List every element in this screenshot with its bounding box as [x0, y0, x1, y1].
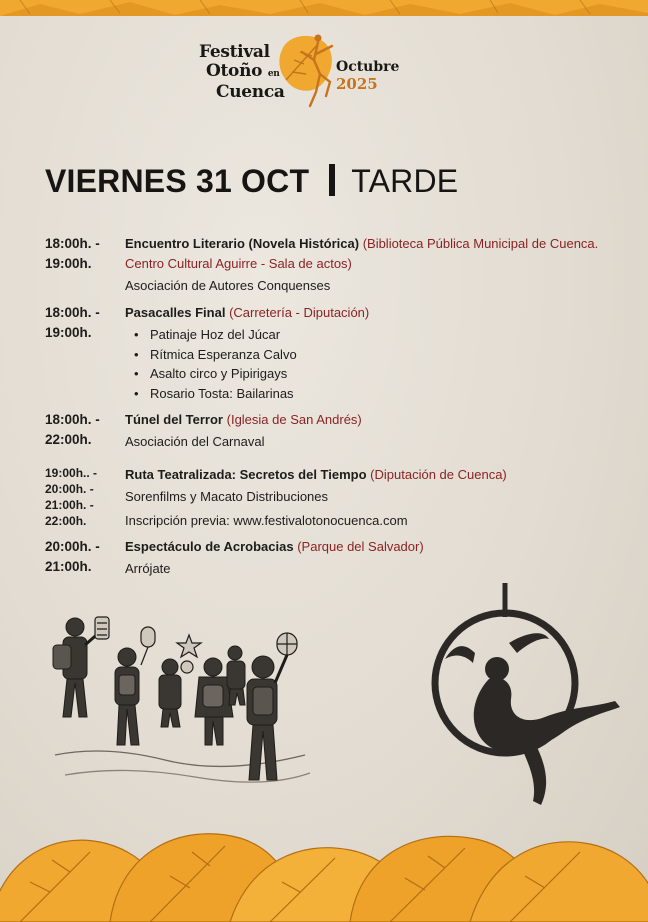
- list-item: • Asalto circo y Pipirigays: [125, 364, 605, 384]
- logo-otono-word: [206, 63, 280, 83]
- event-venue: (Parque del Salvador): [297, 539, 424, 554]
- event-times: [45, 410, 125, 450]
- event-title: Túnel del Terror: [125, 412, 223, 427]
- event-organizer: Asociación del Carnaval: [125, 434, 265, 449]
- event-venue: (Iglesia de San Andrés): [226, 412, 362, 427]
- event-organizer: Sorenfilms y Macato Distribuciones: [125, 489, 329, 504]
- event-title: Pasacalles Final: [125, 305, 226, 320]
- logo-festival-word: Festival: [199, 42, 270, 62]
- event-title: Espectáculo de Acrobacias: [125, 539, 294, 554]
- event-times: [45, 303, 125, 343]
- list-item: • Rosario Tosta: Bailarinas: [125, 384, 605, 404]
- event-time-end: 21:00h.: [45, 559, 92, 574]
- event-venue: (Carretería - Diputación): [229, 305, 370, 320]
- event-time-start: 18:00h. -: [45, 236, 100, 251]
- event-time-end: 19:00h.: [45, 256, 92, 271]
- event-organizer: Asociación de Autores Conquenses: [125, 278, 331, 293]
- event-times: [45, 537, 125, 577]
- heading-period: TARDE: [351, 163, 459, 199]
- heading-day: VIERNES 31 OCT: [45, 163, 310, 199]
- page-heading: [45, 160, 458, 202]
- event-time: 21:00h. -: [45, 498, 94, 512]
- event-venue: (Biblioteca Pública Municipal de Cuenca. Centro Cultural Aguirre - Sala de actos): [125, 236, 599, 271]
- event-time-end: 22:00h.: [45, 432, 92, 447]
- logo-month-text: Octubre: [336, 59, 400, 75]
- event-content: [125, 537, 605, 579]
- bottom-leaf-border: [0, 822, 648, 922]
- festival-logo: [196, 30, 446, 120]
- participant-list: [125, 325, 605, 403]
- logo-en-text: en: [267, 69, 280, 79]
- logo-year-text: 2025: [336, 75, 378, 93]
- event-time-start: 20:00h. -: [45, 539, 100, 554]
- event-content: [125, 303, 605, 403]
- list-item: • Rítmica Esperanza Calvo: [125, 345, 605, 365]
- event-title: Encuentro Literario (Novela Histórica): [125, 236, 360, 251]
- event-time: 19:00h.. -: [45, 466, 98, 480]
- children-lanterns-illustration: [45, 605, 315, 790]
- logo-cuenca-word: Cuenca: [216, 82, 285, 102]
- event-organizer: Arrójate: [125, 561, 171, 576]
- event-times: [45, 234, 125, 274]
- event-registration-note: Inscripción previa: www.festivalotonocuenca.com: [125, 513, 408, 528]
- logo-otono-text: Otoño: [206, 61, 263, 81]
- event-time: 22:00h.: [45, 514, 87, 528]
- event-times: [45, 465, 125, 529]
- event-content: [125, 464, 605, 532]
- aerial-acrobat-illustration: [425, 583, 620, 813]
- leaf-dancer-icon: [274, 30, 344, 118]
- event-time-end: 19:00h.: [45, 325, 92, 340]
- list-item: • Patinaje Hoz del Júcar: [125, 325, 605, 345]
- event-venue: (Diputación de Cuenca): [370, 467, 507, 482]
- event-content: [125, 234, 605, 296]
- heading-divider: [329, 164, 335, 196]
- event-content: [125, 410, 605, 452]
- event-time: 20:00h. -: [45, 482, 94, 496]
- event-time-start: 18:00h. -: [45, 412, 100, 427]
- event-title: Ruta Teatralizada: Secretos del Tiempo: [125, 467, 367, 482]
- top-leaf-border: [0, 0, 648, 16]
- logo-date: [336, 59, 446, 93]
- event-time-start: 18:00h. -: [45, 305, 100, 320]
